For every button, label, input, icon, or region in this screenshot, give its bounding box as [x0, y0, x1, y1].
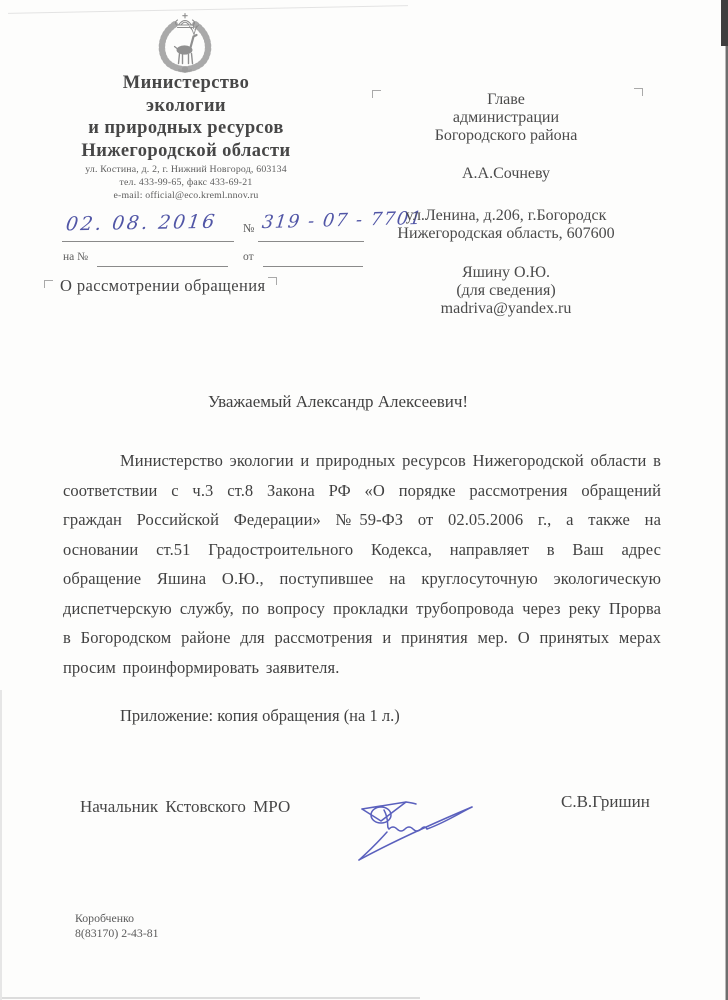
signer-name: С.В.Гришин	[561, 792, 650, 811]
scan-edge-bottom	[0, 997, 420, 999]
ministry-name-line: Нижегородской области	[81, 140, 291, 161]
ref-ot-label: от	[243, 251, 254, 263]
scan-edge-top-right-corner	[721, 0, 728, 46]
ministry-contacts	[40, 164, 332, 202]
addressee-title: администрации	[452, 109, 560, 126]
date-underline	[62, 241, 234, 242]
signature-ink	[334, 779, 484, 884]
ref-ot-underline	[263, 266, 363, 267]
corner-mark-icon	[44, 280, 53, 288]
copy-recipient-name: Яшину О.Ю.	[461, 264, 551, 281]
ministry-name-line: экологии	[146, 95, 226, 116]
scan-edge-left	[0, 690, 2, 1000]
addressee-block	[375, 91, 637, 318]
ministry-name	[40, 72, 332, 162]
ministry-name-line: Министерство	[122, 73, 250, 93]
executor-phone: 8(83170) 2-43-81	[75, 925, 159, 940]
executor-block	[75, 911, 159, 940]
coat-of-arms-icon	[152, 11, 218, 74]
handwritten-outgoing-number: 319 - 07 - 7701	[260, 207, 424, 234]
ministry-phone-fax: тел. 433-99-65, факс 433-69-21	[119, 176, 253, 188]
attachment-line: Приложение: копия обращения (на 1 л.)	[120, 706, 400, 725]
ministry-address: ул. Костина, д. 2, г. Нижний Новгород, 603134	[85, 164, 287, 175]
addressee-name: А.А.Сочневу	[461, 165, 551, 182]
addressee-title: Главе	[487, 91, 525, 108]
ref-na-underline	[97, 266, 228, 267]
number-sign-label: №	[243, 221, 255, 235]
ref-na-label: на №	[63, 251, 89, 263]
corner-mark-icon	[268, 277, 277, 285]
copy-recipient-note: (для сведения)	[456, 282, 556, 299]
letter-paragraph: Министерство экологии и природных ресурсов Нижегородской области в соответствии с ч.3 ст.8 Закона РФ «О порядке рассмотрения обращений граждан Российской Федерации» №59-ФЗ от 02.05.2006 г., а также на основании ст.51 Градостроительного Кодекса, направляет в Ваш адрес обращение Яшина О.Ю., поступившее на круглосуточную экологическую диспетчерскую службу, по вопросу прокладки трубопровода через реку Прорва в Богородском районе для рассмотрения и принятия мер. О принятых мерах просим проинформировать заявителя.	[63, 451, 661, 677]
executor-name: Коробченко	[75, 911, 135, 925]
signer-position: Начальник Кстовского МРО	[80, 797, 291, 816]
copy-recipient-email: madriva@yandex.ru	[440, 300, 572, 317]
addressee-address: ул.Ленина, д.206, г.Богородск	[405, 207, 607, 224]
number-underline	[258, 241, 364, 242]
handwritten-date: 02. 08. 2016	[64, 210, 219, 236]
ministry-email: e-mail: official@eco.kreml.nnov.ru	[113, 189, 259, 201]
salutation: Уважаемый Александр Алексеевич!	[207, 392, 469, 411]
ministry-name-line: и природных ресурсов	[88, 118, 284, 138]
subject-line: О рассмотрении обращения	[60, 276, 266, 295]
addressee-address: Нижегородская область, 607600	[397, 225, 615, 242]
addressee-title: Богородского района	[434, 127, 578, 144]
